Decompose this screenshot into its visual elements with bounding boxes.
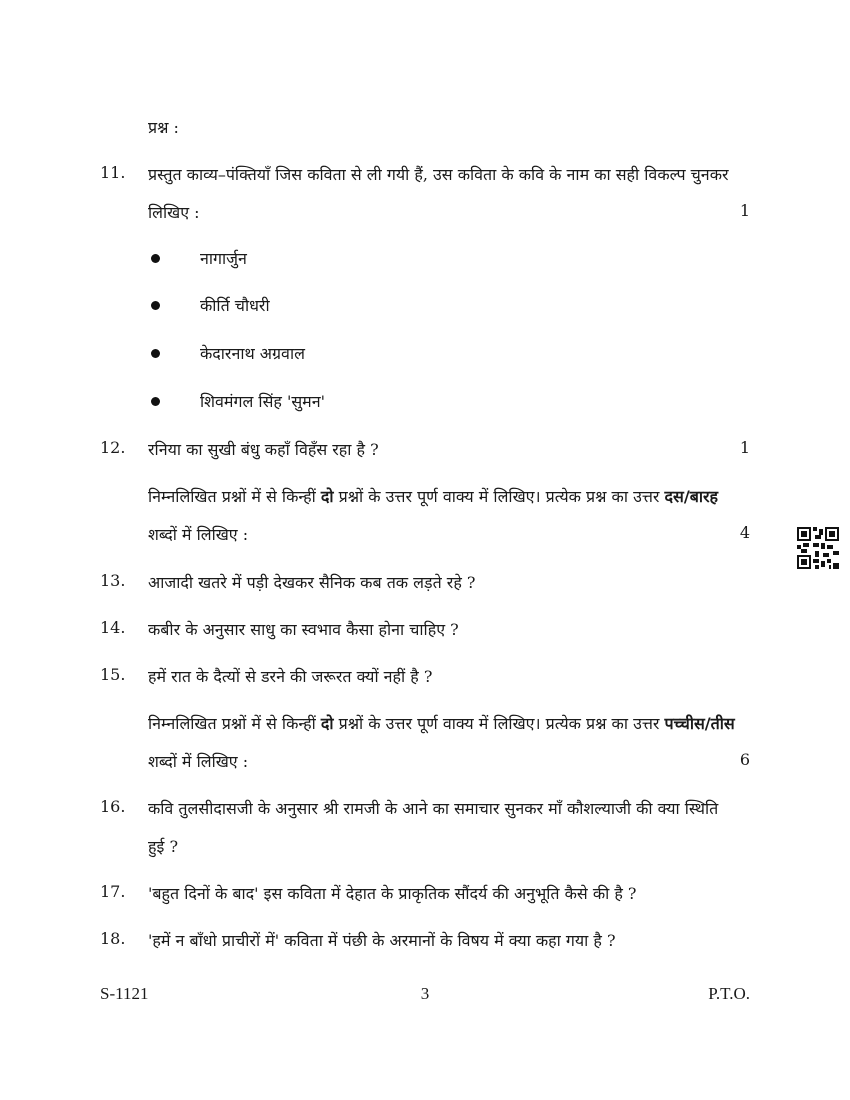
question-14-text: कबीर के अनुसार साधु का स्वभाव कैसा होना चाहिए ? [148, 620, 459, 639]
instruction-1-text-line2: शब्दों में लिखिए : [148, 525, 249, 544]
question-16-text: कवि तुलसीदासजी के अनुसार श्री रामजी के आने का समाचार सुनकर माँ कौशल्याजी की क्या स्थिति [148, 799, 719, 818]
question-number-18: 18. [100, 929, 126, 948]
question-number-11: 11. [100, 163, 126, 182]
question-11-marks: 1 [739, 201, 750, 220]
question-17-text: 'बहुत दिनों के बाद' इस कविता में देहात के प्राकृतिक सौंदर्य की अनुभूति कैसे की है ? [148, 884, 637, 903]
page-number: 3 [420, 984, 430, 1003]
question-12-text: रनिया का सुखी बंधु कहाँ विहँस रहा है ? [148, 440, 379, 459]
instruction-2-text-line2: शब्दों में लिखिए : [148, 752, 249, 771]
bullet-icon [151, 254, 160, 263]
question-number-13: 13. [100, 571, 126, 590]
question-number-15: 15. [100, 665, 126, 684]
question-12-marks: 1 [739, 438, 750, 457]
qr-code-icon [797, 527, 839, 569]
question-18-text: 'हमें न बाँधो प्राचीरों में' कविता में पंछी के अरमानों के विषय में क्या कहा गया है ? [148, 931, 616, 950]
instruction-1-marks: 4 [739, 523, 750, 542]
question-15-text: हमें रात के दैत्यों से डरने की जरूरत क्यों नहीं है ? [148, 667, 433, 686]
question-11-text-line2: लिखिए : [148, 203, 200, 222]
option-1: नागार्जुन [200, 249, 247, 268]
option-2: कीर्ति चौधरी [200, 296, 270, 315]
question-number-12: 12. [100, 438, 126, 457]
option-3: केदारनाथ अग्रवाल [200, 344, 305, 363]
paper-code: S-1121 [100, 984, 149, 1003]
bullet-icon [151, 397, 160, 406]
question-13-text: आजादी खतरे में पड़ी देखकर सैनिक कब तक लड़ते रहे ? [148, 573, 476, 592]
question-16-text-line2: हुई ? [148, 837, 179, 856]
question-number-17: 17. [100, 882, 126, 901]
intro-label: प्रश्न : [148, 118, 179, 137]
bullet-icon [151, 301, 160, 310]
instruction-1-text: निम्नलिखित प्रश्नों में से किन्हीं दो प्रश्नों के उत्तर पूर्ण वाक्य में लिखिए। प्रत्येक प्रश्न का उत्तर दस/बारह [148, 487, 719, 506]
instruction-2-marks: 6 [739, 750, 750, 769]
question-11-text: प्रस्तुत काव्य–पंक्तियाँ जिस कविता से ली गयी हैं, उस कविता के कवि के नाम का सही विकल्प चुनकर [148, 165, 729, 184]
question-number-14: 14. [100, 618, 126, 637]
option-4: शिवमंगल सिंह 'सुमन' [200, 392, 326, 411]
bullet-icon [151, 349, 160, 358]
instruction-2-text: निम्नलिखित प्रश्नों में से किन्हीं दो प्रश्नों के उत्तर पूर्ण वाक्य में लिखिए। प्रत्येक प्रश्न का उत्तर पच्चीस/तीस [148, 714, 735, 733]
question-number-16: 16. [100, 797, 126, 816]
pto-label: P.T.O. [708, 984, 750, 1003]
